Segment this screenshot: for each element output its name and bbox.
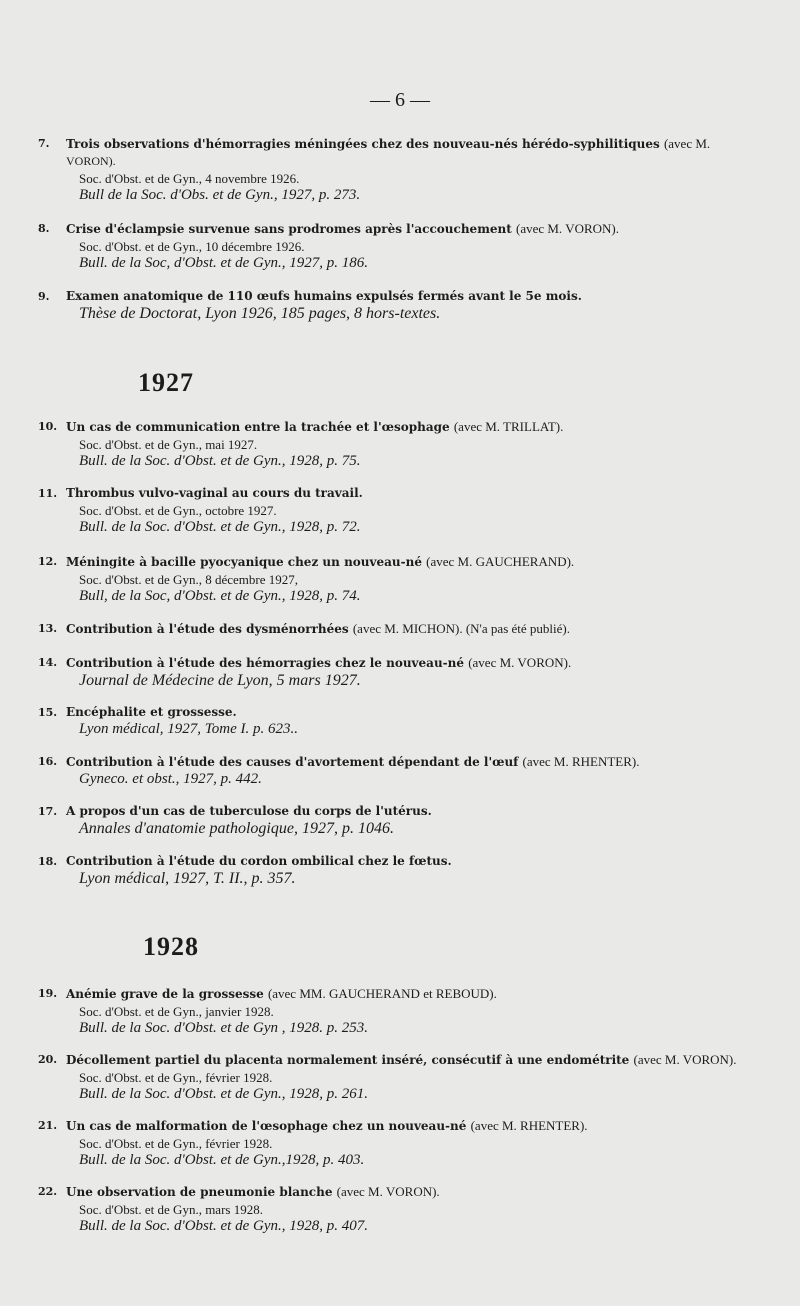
entry-title: A propos d'un cas de tuberculose du corps de l'utérus. xyxy=(66,804,432,818)
entry-society: Soc. d'Obst. et de Gyn., octobre 1927. xyxy=(79,503,277,518)
list-item xyxy=(38,654,780,689)
entry-coauthor: (avec M. MICHON). (N'a pas été publié). xyxy=(352,621,570,636)
entry-coauthor: (avec M. xyxy=(663,136,711,151)
entry-reference: Bull, de la Soc, d'Obst. et de Gyn., 1928, p. 74. xyxy=(79,588,361,604)
entry-number: 18. xyxy=(38,855,58,868)
entry-reference: Gyneco. et obst., 1927, p. 442. xyxy=(79,771,262,787)
list-item xyxy=(38,620,780,638)
entry-number: 21. xyxy=(38,1119,58,1132)
entry-reference: Lyon médical, 1927, Tome I. p. 623.. xyxy=(79,721,298,737)
entry-coauthor: (avec M. RHENTER). xyxy=(522,754,640,769)
entry-coauthor: (avec M. GAUCHERAND). xyxy=(426,554,575,569)
entry-title: Méningite à bacille pyocyanique chez un nouveau-né xyxy=(66,555,422,569)
entry-society: Soc. d'Obst. et de Gyn., janvier 1928. xyxy=(79,1004,274,1019)
entry-reference: Annales d'anatomie pathologique, 1927, p. 1046. xyxy=(79,820,394,837)
entry-title: Encéphalite et grossesse. xyxy=(66,705,237,719)
year-heading: 1928 xyxy=(143,932,199,961)
entry-reference: Bull. de la Soc. d'Obst. et de Gyn , 1928. p. 253. xyxy=(79,1020,368,1036)
entry-title: Crise d'éclampsie survenue sans prodromes après l'accouchement xyxy=(66,222,512,236)
page-number: — 6 — xyxy=(370,89,430,111)
list-item xyxy=(38,853,780,887)
entry-society: Soc. d'Obst. et de Gyn., mai 1927. xyxy=(79,437,258,452)
entry-society: Soc. d'Obst. et de Gyn., 8 décembre 1927, xyxy=(79,572,298,587)
entry-reference: Bull. de la Soc. d'Obst. et de Gyn., 1928, p. 407. xyxy=(79,1218,368,1234)
entry-society: Soc. d'Obst. et de Gyn., février 1928. xyxy=(79,1070,273,1085)
entry-reference: Bull. de la Soc. d'Obst. et de Gyn., 1928, p. 261. xyxy=(79,1086,368,1102)
list-item xyxy=(38,485,780,536)
entry-title: Un cas de malformation de l'œsophage chez un nouveau-né xyxy=(66,1119,467,1133)
list-item xyxy=(38,704,780,738)
entry-title: Contribution à l'étude des hémorragies chez le nouveau-né xyxy=(66,656,465,670)
entry-title: Examen anatomique de 110 œufs humains expulsés fermés avant le 5e mois. xyxy=(66,289,582,303)
entry-society: Soc. d'Obst. et de Gyn., 10 décembre 1926. xyxy=(79,239,305,254)
list-item xyxy=(38,1183,780,1235)
entry-reference: Bull. de la Soc. d'Obst. et de Gyn., 1928, p. 72. xyxy=(79,519,361,535)
list-item xyxy=(38,288,780,322)
entry-number: 13. xyxy=(38,622,58,635)
entry-number: 10. xyxy=(38,420,58,433)
entry-number: 20. xyxy=(38,1053,58,1066)
entry-number: 17. xyxy=(38,805,58,818)
entry-title: Contribution à l'étude des dysménorrhées xyxy=(66,622,349,636)
entry-title-continuation: VORON). xyxy=(66,154,116,168)
entry-number: 22. xyxy=(38,1185,58,1198)
list-item xyxy=(38,753,780,788)
entry-coauthor: (avec M. VORON). xyxy=(633,1052,737,1067)
entry-number: 16. xyxy=(38,755,58,768)
entry-number: 11. xyxy=(38,487,58,500)
entry-title: Une observation de pneumonie blanche xyxy=(66,1185,333,1199)
entry-number: 14. xyxy=(38,656,58,669)
entry-coauthor: (avec M. VORON). xyxy=(336,1184,440,1199)
entry-number: 15. xyxy=(38,706,58,719)
entry-title: Anémie grave de la grossesse xyxy=(66,987,264,1001)
entry-number: 7. xyxy=(38,137,50,150)
entry-title: Trois observations d'hémorragies méningées chez des nouveau-nés hérédo-syphilitiques xyxy=(66,137,660,151)
entry-title: Un cas de communication entre la trachée et l'œsophage xyxy=(66,420,450,434)
entry-number: 9. xyxy=(38,290,50,303)
list-item xyxy=(38,220,780,272)
entry-number: 8. xyxy=(38,222,50,235)
entry-title: Thrombus vulvo-vaginal au cours du travail. xyxy=(66,486,363,500)
list-item xyxy=(38,985,780,1037)
entry-title: Décollement partiel du placenta normalement inséré, consécutif à une endométrite xyxy=(66,1053,630,1067)
entry-coauthor: (avec M. VORON). xyxy=(468,655,572,670)
entry-coauthor: (avec M. TRILLAT). xyxy=(453,419,564,434)
entry-society: Soc. d'Obst. et de Gyn., mars 1928. xyxy=(79,1202,263,1217)
entry-reference: Thèse de Doctorat, Lyon 1926, 185 pages, 8 hors-textes. xyxy=(79,305,441,322)
entry-title: Contribution à l'étude du cordon ombilical chez le fœtus. xyxy=(66,854,452,868)
entry-reference: Bull. de la Soc. d'Obst. et de Gyn., 1928, p. 75. xyxy=(79,453,361,469)
list-item xyxy=(38,803,780,837)
entry-coauthor: (avec M. VORON). xyxy=(515,221,620,236)
entry-coauthor: (avec M. RHENTER). xyxy=(470,1118,588,1133)
entry-reference: Journal de Médecine de Lyon, 5 mars 1927. xyxy=(79,672,361,689)
entry-number: 12. xyxy=(38,555,58,568)
entry-reference: Bull. de la Soc, d'Obst. et de Gyn., 1927, p. 186. xyxy=(79,255,368,271)
entry-coauthor: (avec MM. GAUCHERAND et REBOUD). xyxy=(267,986,497,1001)
entry-reference: Lyon médical, 1927, T. II., p. 357. xyxy=(79,870,296,887)
entry-reference: Bull de la Soc. d'Obs. et de Gyn., 1927, p. 273. xyxy=(79,187,361,203)
entry-society: Soc. d'Obst. et de Gyn., février 1928. xyxy=(79,1136,273,1151)
entry-society: Soc. d'Obst. et de Gyn., 4 novembre 1926. xyxy=(79,171,300,186)
entry-reference: Bull. de la Soc. d'Obst. et de Gyn.,1928, p. 403. xyxy=(79,1152,365,1168)
list-item xyxy=(38,1117,780,1169)
entry-title: Contribution à l'étude des causes d'avortement dépendant de l'œuf xyxy=(66,755,519,769)
year-heading: 1927 xyxy=(138,368,194,397)
list-item xyxy=(38,135,780,204)
list-item xyxy=(38,1051,780,1103)
entry-number: 19. xyxy=(38,987,58,1000)
list-item xyxy=(38,553,780,605)
list-item xyxy=(38,418,780,470)
